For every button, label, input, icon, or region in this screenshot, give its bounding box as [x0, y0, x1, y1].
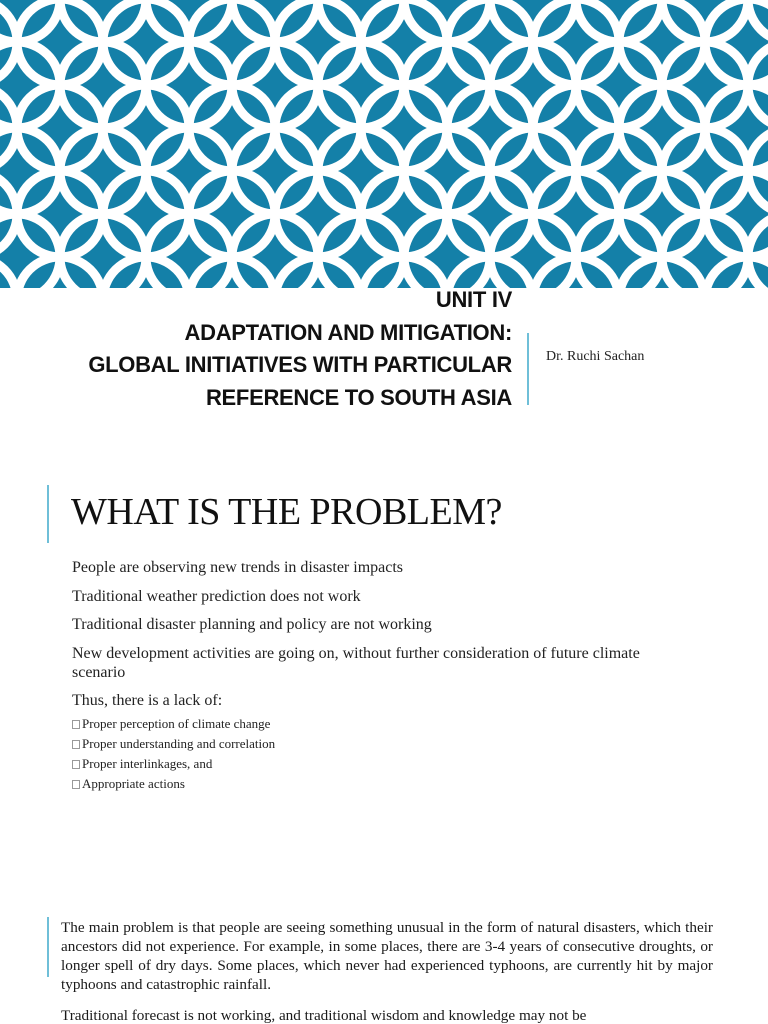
author-name: Dr. Ruchi Sachan: [546, 349, 645, 364]
lack-item-label: Appropriate actions: [82, 776, 185, 792]
lack-item-label: Proper perception of climate change: [82, 715, 271, 731]
slide-title: [88, 284, 512, 414]
heading-accent-bar: [47, 485, 49, 543]
interlocking-circles-pattern: [0, 0, 768, 288]
lack-item: [72, 714, 662, 734]
point-item: Traditional weather prediction does not work: [72, 587, 361, 605]
problem-heading: WHAT IS THE PROBLEM?: [71, 491, 502, 533]
lack-item: [72, 774, 662, 794]
point-item: Traditional disaster planning and policy are not working: [72, 616, 432, 633]
paragraph-1: The main problem is that people are seeing something unusual in the form of natural disasters, which their ancestors did not experience. For example, in some places, there are 3-4 years of consecutive droughts, or longer spell of dry days. Some places, which never had experienced typhoons, are currently hit by major typhoons and catastrophic rainfall.: [61, 919, 713, 993]
paragraph-2: Traditional forecast is not working, and traditional wisdom and knowledge may not be: [61, 1007, 587, 1024]
title-slide: [0, 288, 768, 438]
explanation-slide: [0, 915, 768, 1024]
decorative-banner: [0, 0, 768, 288]
lack-list: [72, 714, 662, 795]
body-accent-bar: [47, 917, 49, 977]
missing-glyph-bullet-icon: [72, 780, 80, 789]
explanation-text: [61, 918, 713, 1024]
title-line-2: GLOBAL INITIATIVES WITH PARTICULAR: [88, 352, 512, 377]
title-line-3: REFERENCE TO SOUTH ASIA: [205, 384, 512, 410]
unit-label: UNIT IV: [435, 287, 512, 312]
point-item: People are observing new trends in disaster impacts: [72, 559, 404, 576]
lack-item-label: Proper interlinkages, and: [82, 756, 213, 772]
title-line-1: ADAPTATION AND MITIGATION:: [184, 319, 512, 345]
missing-glyph-bullet-icon: [72, 760, 80, 769]
missing-glyph-bullet-icon: [72, 720, 80, 729]
point-item: Thus, there is a lack of:: [72, 692, 223, 709]
problem-slide: [0, 470, 768, 890]
point-item: New development activities are going on, without further consideration of future climate scenario: [72, 644, 640, 681]
lack-item-label: Proper understanding and correlation: [82, 735, 276, 751]
problem-points: [72, 558, 662, 795]
title-divider: [527, 333, 529, 405]
missing-glyph-bullet-icon: [72, 740, 80, 749]
lack-item: [72, 754, 662, 774]
lack-item: [72, 734, 662, 754]
